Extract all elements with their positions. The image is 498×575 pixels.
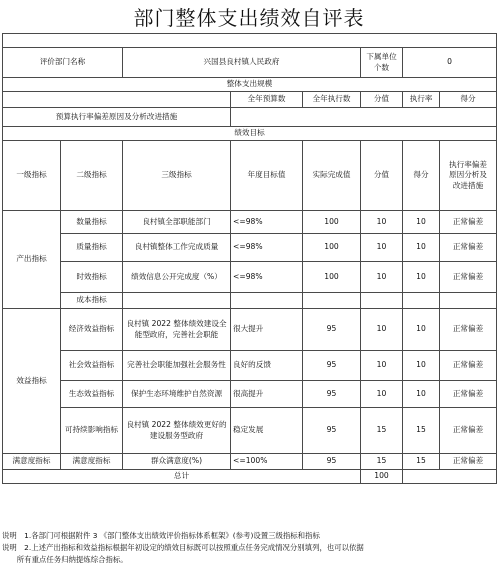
table-row xyxy=(3,293,497,309)
level2-cell: 质量指标 xyxy=(61,234,123,262)
level2-cell: 可持续影响指标 xyxy=(61,408,123,454)
score-cell: 10 xyxy=(361,211,403,234)
annual-budget-header: 全年预算数 xyxy=(231,92,303,108)
remark-cell: 正常偏差 xyxy=(440,408,497,454)
table-row xyxy=(3,454,497,470)
table-row xyxy=(3,381,497,408)
actual-cell: 95 xyxy=(303,381,361,408)
points-cell: 10 xyxy=(403,309,440,351)
note-line-3: 所有重点任务归纳提炼综合指标。 xyxy=(2,555,128,564)
sub-units-label: 下属单位个数 xyxy=(361,48,403,78)
target-cell: <=98% xyxy=(231,262,303,293)
total-row xyxy=(3,470,497,484)
evaluation-table xyxy=(2,33,497,484)
level2-cell: 数量指标 xyxy=(61,211,123,234)
target-cell: 很高提升 xyxy=(231,381,303,408)
remark-cell: 正常偏差 xyxy=(440,234,497,262)
level2-cell: 成本指标 xyxy=(61,293,123,309)
scale-points-header: 得分 xyxy=(440,92,497,108)
score-cell xyxy=(361,293,403,309)
score-cell: 10 xyxy=(361,381,403,408)
sub-units-value: 0 xyxy=(403,48,497,78)
actual-cell: 95 xyxy=(303,351,361,381)
dept-name-label: 评价部门名称 xyxy=(3,48,123,78)
actual-cell xyxy=(303,293,361,309)
remark-cell xyxy=(440,293,497,309)
dept-name-value: 兴国县良村镇人民政府 xyxy=(123,48,361,78)
total-score: 100 xyxy=(361,470,403,484)
note-line-2: 说明 2.上述产出指标和效益指标根据年初设定的绩效目标既可以按照重点任务完成情况分别填列，也可以依据 xyxy=(2,543,364,552)
total-label: 总计 xyxy=(3,470,361,484)
actual-cell: 100 xyxy=(303,234,361,262)
level3-header: 三级指标 xyxy=(123,141,231,211)
total-blank xyxy=(403,470,497,484)
output-level1: 产出指标 xyxy=(3,211,61,309)
annual-exec-header: 全年执行数 xyxy=(303,92,361,108)
deviation-label: 预算执行率偏差原因及分析改进措施 xyxy=(3,108,231,127)
header-row xyxy=(3,48,497,78)
remark-cell: 正常偏差 xyxy=(440,351,497,381)
exec-rate-header: 执行率 xyxy=(403,92,440,108)
level1-header: 一级指标 xyxy=(3,141,61,211)
level3-cell: 良村镇 2022 整体绩效更好的建设服务型政府 xyxy=(123,408,231,454)
points-cell: 10 xyxy=(403,351,440,381)
points-cell: 15 xyxy=(403,408,440,454)
level3-cell: 良村镇全部职能部门 xyxy=(123,211,231,234)
goals-title-row xyxy=(3,127,497,141)
score-cell: 15 xyxy=(361,408,403,454)
level3-cell: 完善社会职能加强社会服务性 xyxy=(123,351,231,381)
target-header: 年度目标值 xyxy=(231,141,303,211)
target-cell: <=98% xyxy=(231,211,303,234)
table-row xyxy=(3,351,497,381)
table-row xyxy=(3,211,497,234)
scale-header-blank xyxy=(3,92,231,108)
remark-cell: 正常偏差 xyxy=(440,454,497,470)
target-cell: <=98% xyxy=(231,234,303,262)
remark-cell: 正常偏差 xyxy=(440,381,497,408)
remark-cell: 正常偏差 xyxy=(440,211,497,234)
score-header: 分值 xyxy=(361,141,403,211)
points-cell: 10 xyxy=(403,262,440,293)
table-row xyxy=(3,408,497,454)
target-cell: 良好的反馈 xyxy=(231,351,303,381)
goals-title: 绩效目标 xyxy=(3,127,497,141)
points-header: 得分 xyxy=(403,141,440,211)
level3-cell: 绩效信息公开完成度（%） xyxy=(123,262,231,293)
deviation-value xyxy=(231,108,497,127)
remark-cell: 正常偏差 xyxy=(440,309,497,351)
points-cell xyxy=(403,293,440,309)
points-cell: 15 xyxy=(403,454,440,470)
target-cell: 稳定发展 xyxy=(231,408,303,454)
scale-section-title: 整体支出规模 xyxy=(3,78,497,92)
scale-section-title-row xyxy=(3,78,497,92)
actual-cell: 100 xyxy=(303,211,361,234)
note-line-1: 说明 1.各部门可根据附件 3 《部门整体支出绩效评价指标体系框架》(参考)设置三级指标和指标 xyxy=(2,531,320,540)
target-cell: <=100% xyxy=(231,454,303,470)
score-cell: 10 xyxy=(361,234,403,262)
level2-cell: 生态效益指标 xyxy=(61,381,123,408)
benefit-level1: 效益指标 xyxy=(3,309,61,454)
level2-cell: 经济效益指标 xyxy=(61,309,123,351)
level3-cell: 保护生态环境维护自然资源 xyxy=(123,381,231,408)
level2-cell: 社会效益指标 xyxy=(61,351,123,381)
points-cell: 10 xyxy=(403,381,440,408)
actual-cell: 95 xyxy=(303,309,361,351)
remark-header: 执行率偏差原因分析及改进措施 xyxy=(440,141,497,211)
points-cell: 10 xyxy=(403,234,440,262)
level2-cell: 时效指标 xyxy=(61,262,123,293)
level3-cell: 良村镇 2022 整体绩效建设全能型政府，完善社会职能 xyxy=(123,309,231,351)
actual-cell: 95 xyxy=(303,454,361,470)
score-cell: 10 xyxy=(361,309,403,351)
actual-cell: 100 xyxy=(303,262,361,293)
remark-cell: 正常偏差 xyxy=(440,262,497,293)
scale-header-row xyxy=(3,92,497,108)
score-cell: 10 xyxy=(361,262,403,293)
spacer-row xyxy=(3,34,497,48)
goals-header-row xyxy=(3,141,497,211)
table-row xyxy=(3,234,497,262)
level3-cell xyxy=(123,293,231,309)
page-title: 部门整体支出绩效自评表 xyxy=(133,6,365,30)
actual-cell: 95 xyxy=(303,408,361,454)
score-cell: 10 xyxy=(361,351,403,381)
table-row xyxy=(3,262,497,293)
level3-cell: 群众满意度(%) xyxy=(123,454,231,470)
score-cell: 15 xyxy=(361,454,403,470)
scale-score-header: 分值 xyxy=(361,92,403,108)
target-cell xyxy=(231,293,303,309)
level2-cell: 满意度指标 xyxy=(61,454,123,470)
table-row xyxy=(3,309,497,351)
satisfaction-level1: 满意度指标 xyxy=(3,454,61,470)
deviation-row xyxy=(3,108,497,127)
level3-cell: 良村镇整体工作完成质量 xyxy=(123,234,231,262)
target-cell: 很大提升 xyxy=(231,309,303,351)
actual-header: 实际完成值 xyxy=(303,141,361,211)
points-cell: 10 xyxy=(403,211,440,234)
level2-header: 二级指标 xyxy=(61,141,123,211)
